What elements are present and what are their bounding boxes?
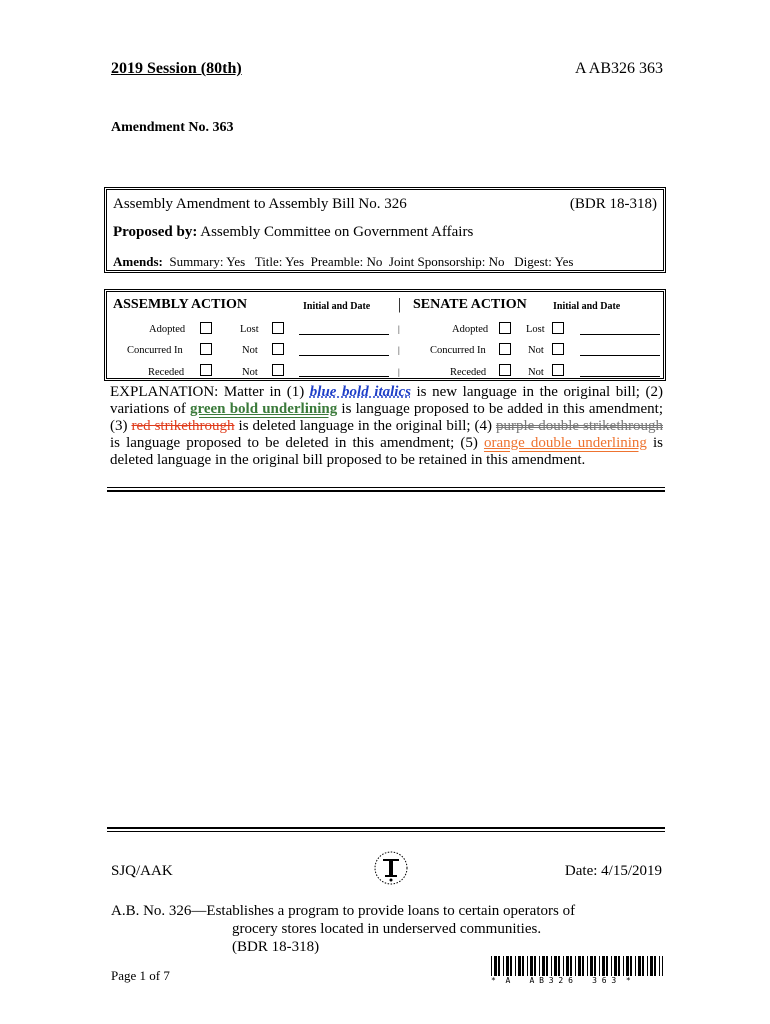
barcode-bar (539, 956, 540, 976)
purple-example: purple double strikethrough (495, 418, 664, 434)
page-number: Page 1 of 7 (111, 968, 170, 983)
barcode-bar (630, 956, 632, 976)
assembly-receded-checkbox[interactable] (200, 364, 212, 376)
barcode-bar (534, 956, 536, 976)
senate-adopted-checkbox[interactable] (499, 322, 511, 334)
senate-concurred-checkbox[interactable] (499, 343, 511, 355)
barcode-bar (611, 956, 612, 976)
barcode-bar (546, 956, 548, 976)
assembly-not-label-2: Not (242, 367, 258, 378)
barcode-icon (491, 956, 663, 976)
barcode-bar (659, 956, 660, 976)
explanation-text: is language proposed to be deleted in this amendment; (5) (110, 435, 484, 451)
senate-concurred-label: Concurred In (430, 345, 486, 356)
state-seal-icon (373, 850, 409, 886)
assembly-lost-checkbox[interactable] (272, 322, 284, 334)
barcode-bar (530, 956, 533, 976)
assembly-initial-line-2 (299, 355, 389, 356)
explanation-rule-thin (107, 487, 665, 488)
barcode-bar (582, 956, 584, 976)
barcode-bar (527, 956, 528, 976)
barcode-bar (626, 956, 629, 976)
senate-not-label-2: Not (528, 367, 544, 378)
senate-adopted-label: Adopted (452, 324, 489, 335)
senate-action-title: SENATE ACTION (413, 297, 527, 312)
barcode-bar (662, 956, 663, 976)
summary-line: A.B. No. 326—Establishes a program to provide loans to certain operators of (111, 903, 576, 919)
senate-initial-date-label: Initial and Date (553, 301, 621, 312)
barcode-bar (566, 956, 569, 976)
senate-lost-checkbox[interactable] (552, 322, 564, 334)
amendment-reference: A AB326 363 (574, 60, 663, 77)
barcode-bar (647, 956, 648, 976)
explanation-text: is new language in the original bill; (2) variations of (110, 384, 663, 417)
green-example: green bold underlining (189, 401, 338, 417)
proposed-by-value: Assembly Committee on Government Affairs (200, 224, 474, 240)
barcode-bar (510, 956, 512, 976)
assembly-initial-date-label: Initial and Date (303, 301, 371, 312)
barcode-bar (578, 956, 581, 976)
barcode-bar (650, 956, 653, 976)
explanation-text: is deleted language in the original bill proposed to be retained in this amendment. (110, 435, 663, 468)
senate-initial-line-2 (580, 355, 660, 356)
blue-example: blue bold italics (309, 384, 411, 400)
assembly-initial-line-3 (299, 376, 389, 377)
assembly-action-title: ASSEMBLY ACTION (113, 297, 247, 312)
barcode-bar (515, 956, 516, 976)
barcode-bar (503, 956, 504, 976)
footer-rule-thin (107, 831, 665, 832)
assembly-concurred-label: Concurred In (127, 345, 183, 356)
amendment-date: Date: 4/15/2019 (564, 863, 662, 879)
explanation-text: EXPLANATION: Matter in (1) (110, 384, 310, 400)
explanation-text: is language proposed to be added in this amendment; (3) (110, 401, 663, 434)
bill-title: Assembly Amendment to Assembly Bill No. 326 (113, 196, 407, 212)
pipe-marker: | (398, 345, 400, 355)
barcode-bar (590, 956, 593, 976)
assembly-concurred-checkbox[interactable] (200, 343, 212, 355)
barcode-bar (518, 956, 521, 976)
bdr-number: (BDR 18-318) (569, 196, 657, 212)
barcode-bar (498, 956, 500, 976)
action-separator: | (398, 296, 402, 313)
assembly-adopted-checkbox[interactable] (200, 322, 212, 334)
drafter-initials: SJQ/AAK (111, 863, 173, 879)
assembly-lost-label: Lost (240, 324, 259, 335)
assembly-receded-label: Receded (148, 367, 185, 378)
barcode-bar (522, 956, 524, 976)
summary-line: grocery stores located in underserved communities. (232, 921, 542, 937)
session-title: 2019 Session (80th) (111, 60, 242, 77)
barcode-bar (494, 956, 497, 976)
senate-initial-line-3 (580, 376, 660, 377)
proposed-by-label: Proposed by: (113, 224, 198, 240)
amends-line (113, 254, 574, 270)
footer-rule-thick (107, 827, 665, 829)
senate-receded-label: Receded (450, 367, 487, 378)
barcode-bar (638, 956, 641, 976)
explanation-paragraph (110, 384, 663, 469)
amendment-number: Amendment No. 363 (111, 120, 234, 135)
explanation-rule-thick (107, 490, 665, 492)
summary-line: (BDR 18-318) (232, 939, 320, 955)
amends-value: Summary: Yes Title: Yes Preamble: No Joint Sponsorship: No Digest: Yes (169, 254, 574, 269)
barcode-bar (614, 956, 617, 976)
bill-info-box (104, 187, 666, 273)
orange-example: orange double underlining (483, 435, 647, 451)
barcode-bar (606, 956, 608, 976)
assembly-initial-line-1 (299, 334, 389, 335)
assembly-adopted-label: Adopted (149, 324, 186, 335)
barcode-bar (654, 956, 656, 976)
barcode-bar (587, 956, 588, 976)
explanation-text: is deleted language in the original bill; (4) (234, 418, 496, 434)
senate-not-label-1: Not (528, 345, 544, 356)
barcode-bar (618, 956, 620, 976)
assembly-not-checkbox-2[interactable] (272, 364, 284, 376)
senate-receded-checkbox[interactable] (499, 364, 511, 376)
barcode-bar (594, 956, 596, 976)
barcode-bar (563, 956, 564, 976)
barcode-bar (599, 956, 600, 976)
red-example: red strikethrough (131, 418, 235, 434)
senate-initial-line-1 (580, 334, 660, 335)
barcode-bar (542, 956, 545, 976)
amends-label: Amends: (113, 254, 163, 269)
barcode-bar (570, 956, 572, 976)
barcode-bar (623, 956, 624, 976)
barcode-bar (506, 956, 509, 976)
barcode-bar (554, 956, 557, 976)
bill-summary (111, 902, 575, 956)
proposed-by (113, 224, 473, 241)
pipe-marker: | (398, 367, 400, 377)
senate-lost-label: Lost (526, 324, 545, 335)
barcode-bar (551, 956, 552, 976)
senate-not-checkbox-1[interactable] (552, 343, 564, 355)
barcode-bar (635, 956, 636, 976)
assembly-not-checkbox-1[interactable] (272, 343, 284, 355)
action-box (104, 289, 666, 381)
barcode-bar (575, 956, 576, 976)
pipe-marker: | (398, 324, 400, 334)
barcode-text: * A A B 3 2 6 3 6 3 * (491, 976, 631, 985)
barcode-bar (558, 956, 560, 976)
senate-not-checkbox-2[interactable] (552, 364, 564, 376)
assembly-not-label-1: Not (242, 345, 258, 356)
barcode-bar (602, 956, 605, 976)
barcode-bar (642, 956, 644, 976)
barcode-bar (491, 956, 492, 976)
